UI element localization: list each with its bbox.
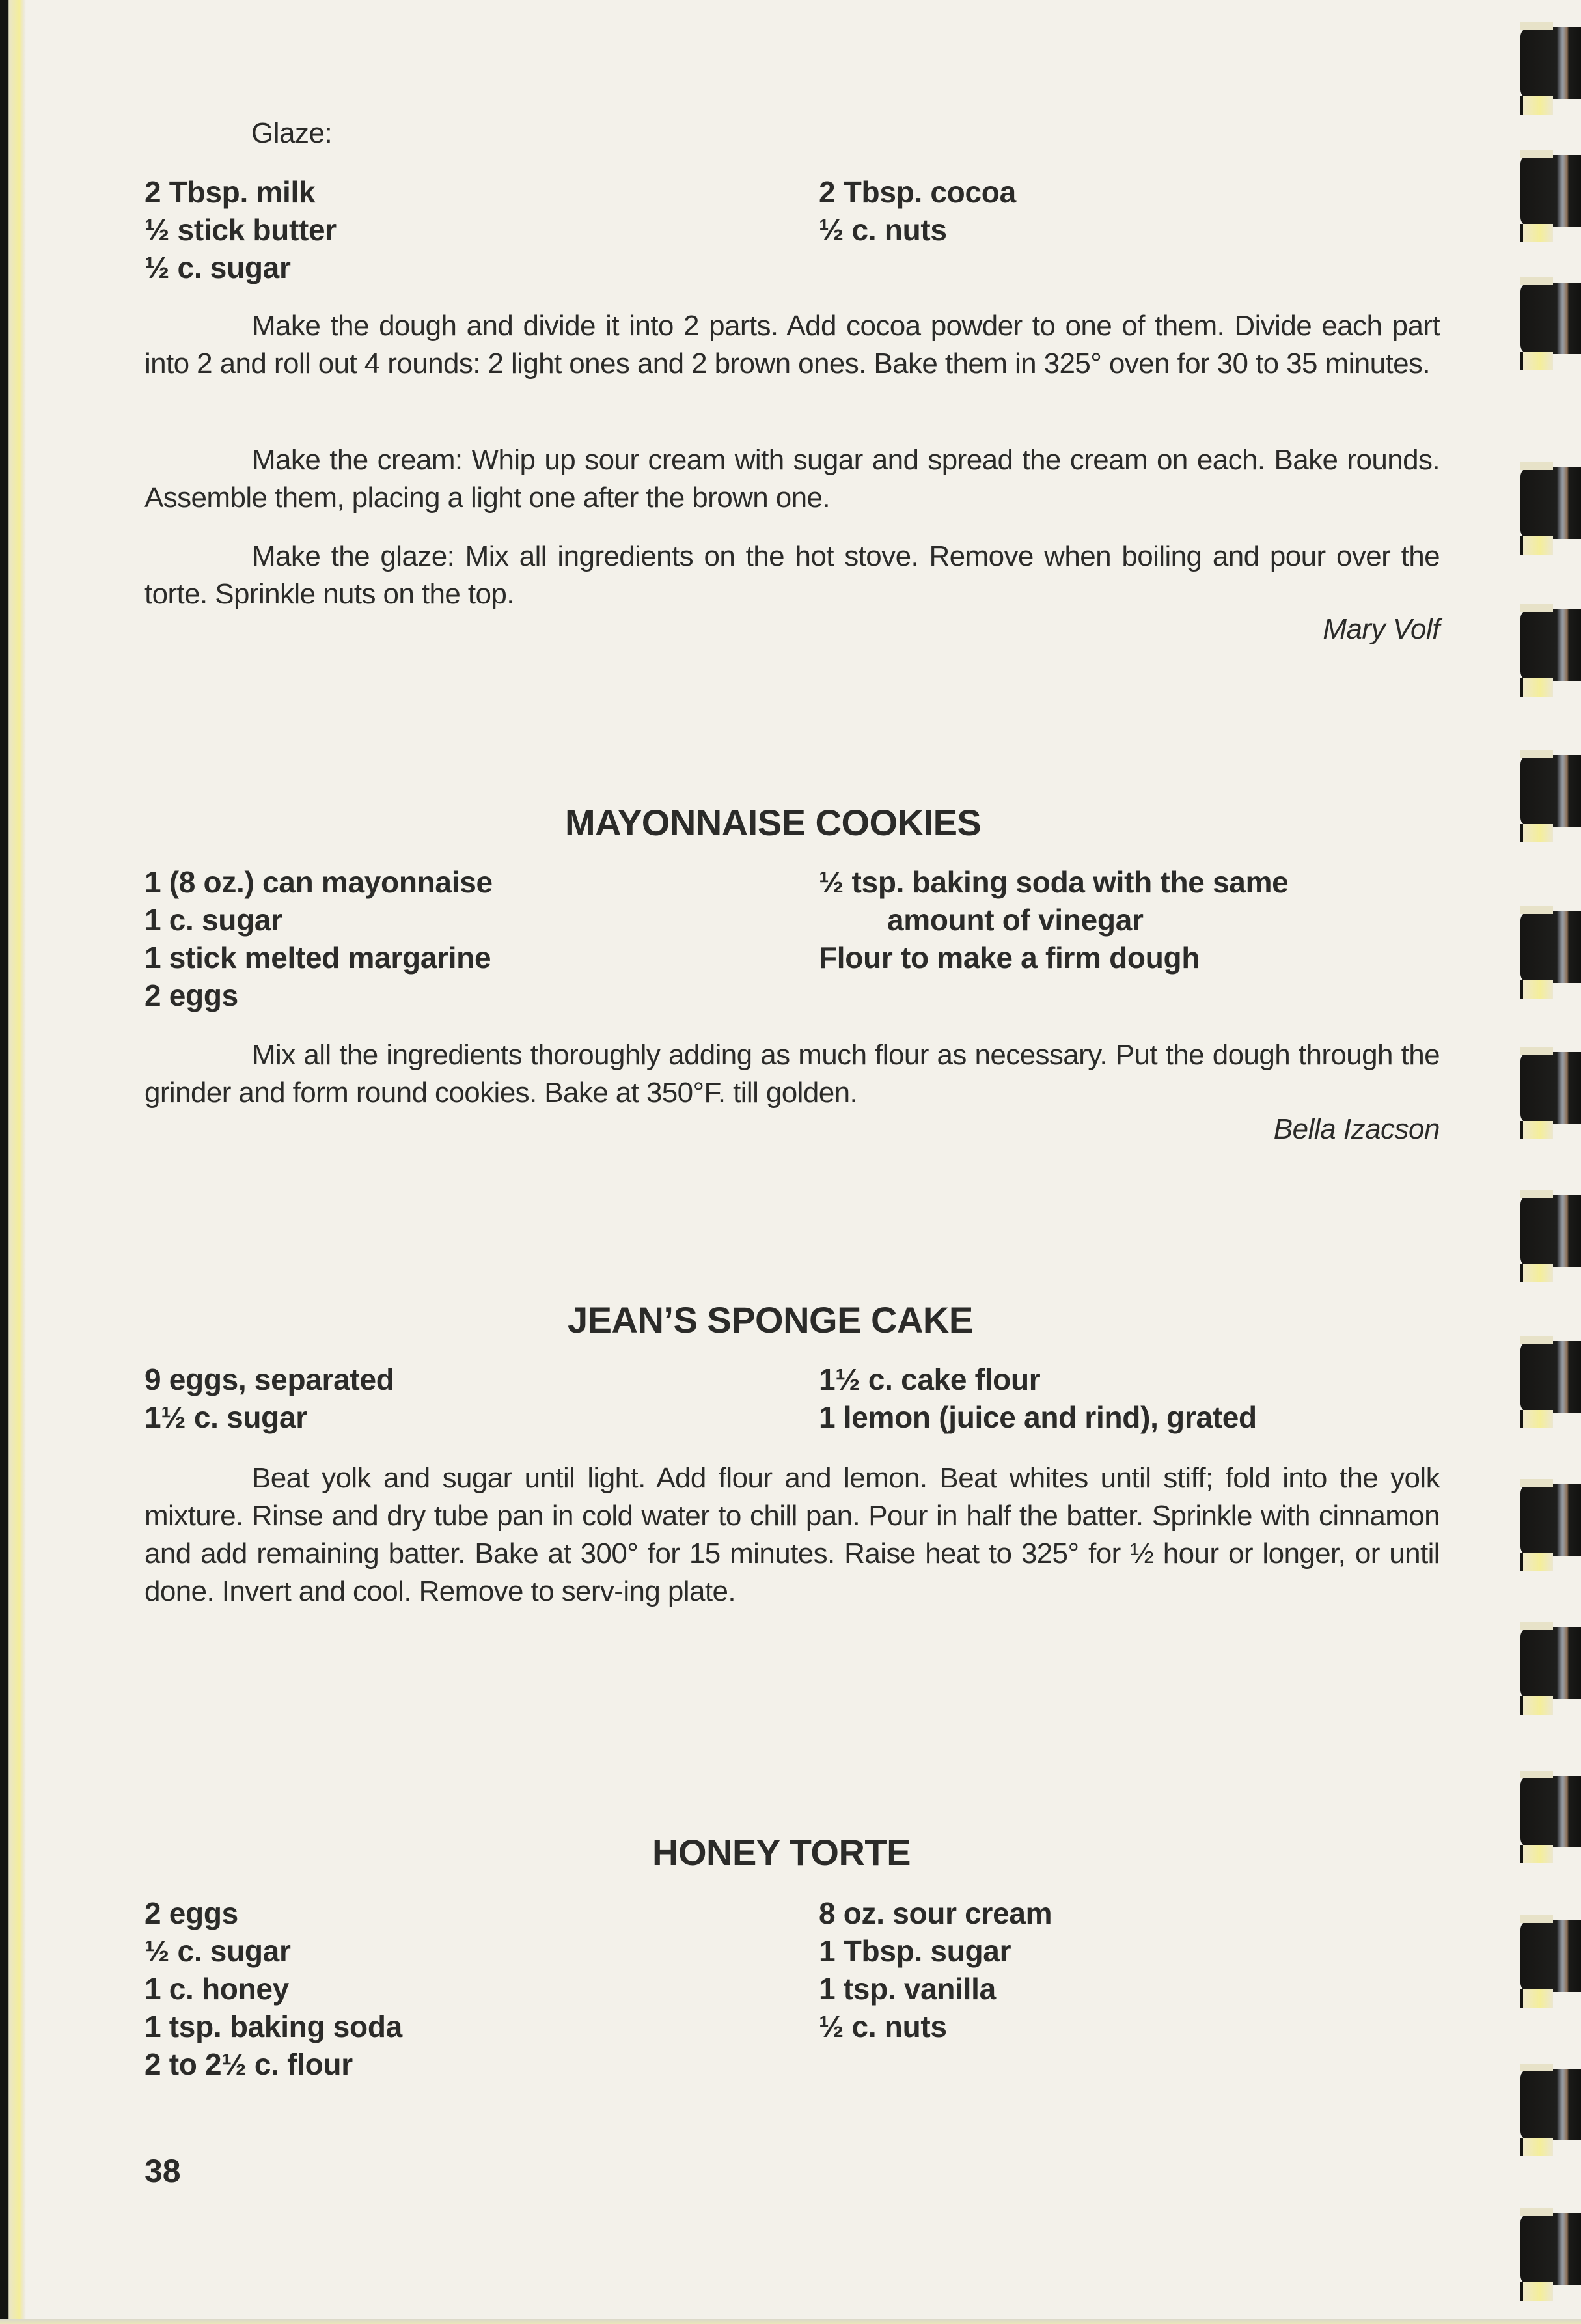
instruction-paragraph: Mix all the ingredients thoroughly adding as much flour as necessary. Put the dough through the grinder and form round cookies. Bake at 350°F. till golden. bbox=[144, 1039, 1440, 1109]
recipe-ingredients-right bbox=[819, 1361, 1257, 1436]
ingredient: 2 eggs bbox=[144, 1896, 238, 1930]
ingredient: 2 eggs bbox=[144, 978, 238, 1012]
recipe-ingredients-left bbox=[144, 1361, 394, 1436]
instruction-paragraph: Make the cream: Whip up sour cream with sugar and spread the cream on each. Bake rounds. Assemble them, placing a light one after the brown one. bbox=[144, 444, 1440, 514]
ingredient: 1 c. sugar bbox=[144, 903, 282, 937]
ingredient: 1½ c. cake flour bbox=[819, 1363, 1041, 1396]
instruction-paragraph: Make the dough and divide it into 2 parts. Add cocoa powder to one of them. Divide each part into 2 and roll out 4 rounds: 2 light ones and 2 brown ones. Bake them in 325° oven for 30 to 35 minutes. bbox=[144, 310, 1440, 380]
recipe-ingredients-left bbox=[144, 863, 493, 1014]
recipe-author: Bella Izacson bbox=[1273, 1113, 1440, 1145]
ingredient: ½ tsp. baking soda with the same bbox=[819, 865, 1289, 899]
recipe-ingredients-right bbox=[819, 863, 1288, 976]
ingredient: ½ stick butter bbox=[144, 213, 337, 247]
ingredient: 1½ c. sugar bbox=[144, 1400, 307, 1434]
ingredient: 1 tsp. vanilla bbox=[819, 1972, 996, 2006]
recipe-ingredients-left bbox=[144, 1894, 402, 2083]
ingredient: 2 Tbsp. milk bbox=[144, 175, 316, 209]
instruction-paragraph: Beat yolk and sugar until light. Add flour and lemon. Beat whites until stiff; fold into the yolk mixture. Rinse and dry tube pan in cold water to chill pan. Pour in half the batter. Sprinkle with cinnamon and add remaining batter. Bake at 300° for 15 minutes. Raise heat to 325° for ½ hour or longer, or until done. Invert and cool. Remove to serv-ing plate. bbox=[144, 1462, 1440, 1607]
ingredient: 8 oz. sour cream bbox=[819, 1896, 1052, 1930]
ingredient: 1 c. honey bbox=[144, 1972, 289, 2006]
ingredient: 1 stick melted margarine bbox=[144, 941, 491, 975]
ingredient: 2 Tbsp. cocoa bbox=[819, 175, 1016, 209]
recipe-title: MAYONNAISE COOKIES bbox=[565, 802, 982, 843]
ingredient: 9 eggs, separated bbox=[144, 1363, 394, 1396]
ingredient: ½ c. nuts bbox=[819, 2010, 947, 2043]
ingredient: ½ c. sugar bbox=[144, 1934, 291, 1968]
ingredient: 1 lemon (juice and rind), grated bbox=[819, 1400, 1257, 1434]
glaze-ingredients-left bbox=[144, 173, 337, 286]
ingredient: amount of vinegar bbox=[887, 903, 1144, 937]
ingredient: 1 Tbsp. sugar bbox=[819, 1934, 1011, 1968]
glaze-label: Glaze: bbox=[251, 117, 333, 149]
ingredient: 2 to 2½ c. flour bbox=[144, 2047, 353, 2081]
ingredient: ½ c. sugar bbox=[144, 251, 291, 284]
recipe-title: JEAN’S SPONGE CAKE bbox=[568, 1299, 973, 1340]
recipe-author: Mary Volf bbox=[1323, 613, 1440, 645]
recipe-ingredients-right bbox=[819, 1894, 1052, 2045]
ingredient: Flour to make a firm dough bbox=[819, 941, 1200, 975]
ingredient: ½ c. nuts bbox=[819, 213, 947, 247]
instruction-paragraph: Make the glaze: Mix all ingredients on the hot stove. Remove when boiling and pour over the torte. Sprinkle nuts on the top. bbox=[144, 540, 1440, 610]
glaze-ingredients-right bbox=[819, 173, 1016, 249]
ingredient: 1 tsp. baking soda bbox=[144, 2010, 402, 2043]
page-number: 38 bbox=[144, 2153, 181, 2189]
recipe-title: HONEY TORTE bbox=[652, 1832, 911, 1873]
ingredient: 1 (8 oz.) can mayonnaise bbox=[144, 865, 493, 899]
